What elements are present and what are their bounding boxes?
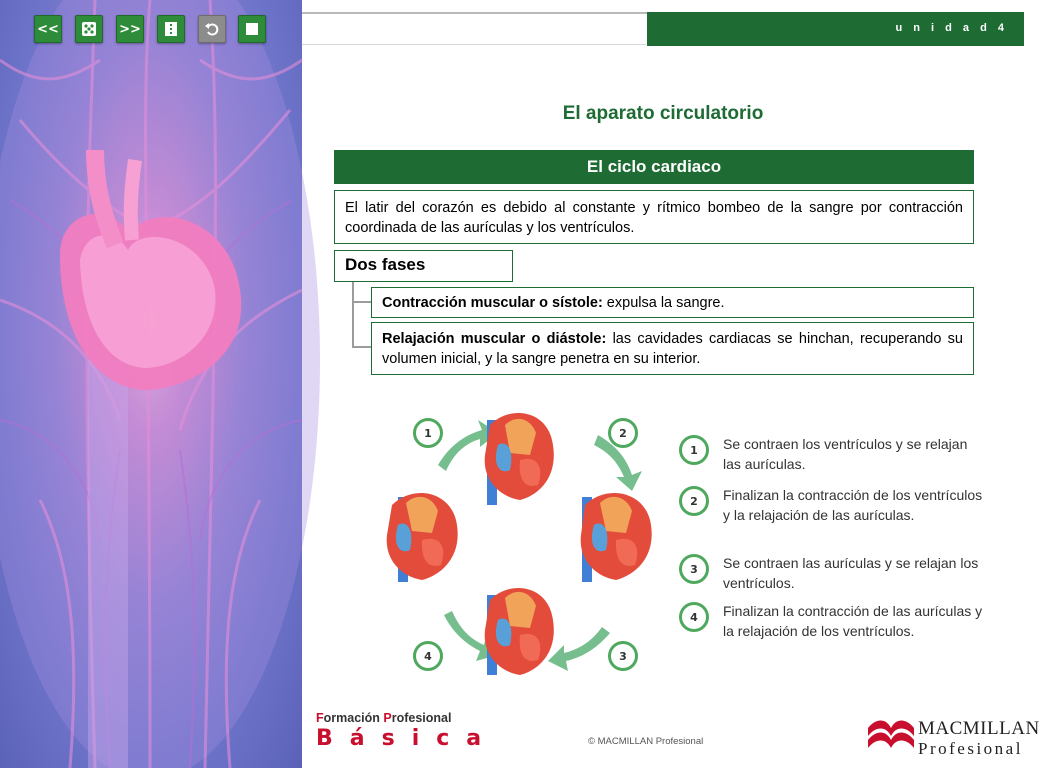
formacion-profesional-label (316, 711, 451, 725)
index-button[interactable] (157, 15, 185, 43)
diagram-step-3: 3 (608, 641, 638, 671)
heart-icon (387, 493, 458, 582)
phases-title: Dos fases (334, 250, 513, 282)
copyright-text: © MACMILLAN Profesional (588, 736, 704, 747)
dice-icon (81, 21, 97, 37)
heart-icon (485, 588, 554, 675)
legend-step-number: 2 (679, 486, 709, 516)
heart-icon (581, 493, 652, 582)
section-title: El ciclo cardiaco (334, 150, 974, 184)
phase-description: las cavidades cardiacas se hinchan, recuperando su volumen inicial, y la sangre penetra en su interior. (382, 331, 963, 367)
dice-button[interactable] (75, 15, 103, 43)
brand-letter: F (316, 711, 324, 725)
legend-step-number: 3 (679, 554, 709, 584)
phase-diastole (371, 322, 974, 375)
legend-item (679, 602, 988, 641)
intro-text: El latir del corazón es debido al constante y rítmico bombeo de la sangre por contracción coordinada de las aurículas y los ventrículos. (334, 190, 974, 244)
legend-item (679, 486, 988, 525)
tree-connector (352, 301, 372, 303)
brand-letter: P (383, 711, 392, 725)
undo-button[interactable] (198, 15, 226, 43)
header-blank-area (302, 14, 646, 45)
basica-label: Básica (316, 726, 499, 751)
circulatory-system-illustration (0, 0, 302, 768)
diagram-step-4: 4 (413, 641, 443, 671)
anatomy-background-image (0, 0, 302, 768)
phase-systole (371, 287, 974, 318)
previous-icon: << (37, 21, 59, 37)
legend-text: Se contraen los ventrículos y se relajan las aurículas. (723, 436, 968, 472)
page-title: El aparato circulatorio (562, 103, 764, 124)
legend-item (679, 435, 988, 474)
cardiac-cycle-diagram (370, 385, 990, 685)
diagram-step-1: 1 (413, 418, 443, 448)
tree-connector (352, 346, 372, 348)
phase-term: Contracción muscular o sístole: (382, 295, 603, 311)
legend-step-number: 1 (679, 435, 709, 465)
brand-text: rofesional (391, 711, 452, 725)
previous-button[interactable] (34, 15, 62, 43)
stop-icon (245, 22, 259, 36)
next-icon: >> (119, 21, 141, 37)
legend-text: Finalizan la contracción de los ventrículos y la relajación de las aurículas. (723, 487, 983, 523)
tree-connector (352, 282, 354, 348)
legend-text: Se contraen las aurículas y se relajan los ventrículos. (723, 555, 979, 591)
unit-banner (647, 12, 1024, 46)
legend-text: Finalizan la contracción de las aurículas y la relajación de los ventrículos. (723, 603, 983, 639)
next-button[interactable] (116, 15, 144, 43)
undo-icon (204, 21, 220, 37)
macmillan-logo-icon (866, 714, 916, 754)
legend-step-number: 4 (679, 602, 709, 632)
legend-item (679, 554, 988, 593)
brand-text: ormación (323, 711, 384, 725)
publisher-name: MACMILLAN (918, 718, 1040, 739)
heart-icon (485, 413, 554, 505)
index-icon (163, 21, 179, 37)
diagram-step-2: 2 (608, 418, 638, 448)
stop-button[interactable] (238, 15, 266, 43)
phase-term: Relajación muscular o diástole: (382, 331, 607, 347)
unit-label: u n i d a d 4 (895, 22, 1008, 34)
publisher-subtitle: Profesional (918, 739, 1023, 758)
cycle-arrow-icon (548, 627, 610, 671)
phase-description: expulsa la sangre. (602, 295, 725, 311)
